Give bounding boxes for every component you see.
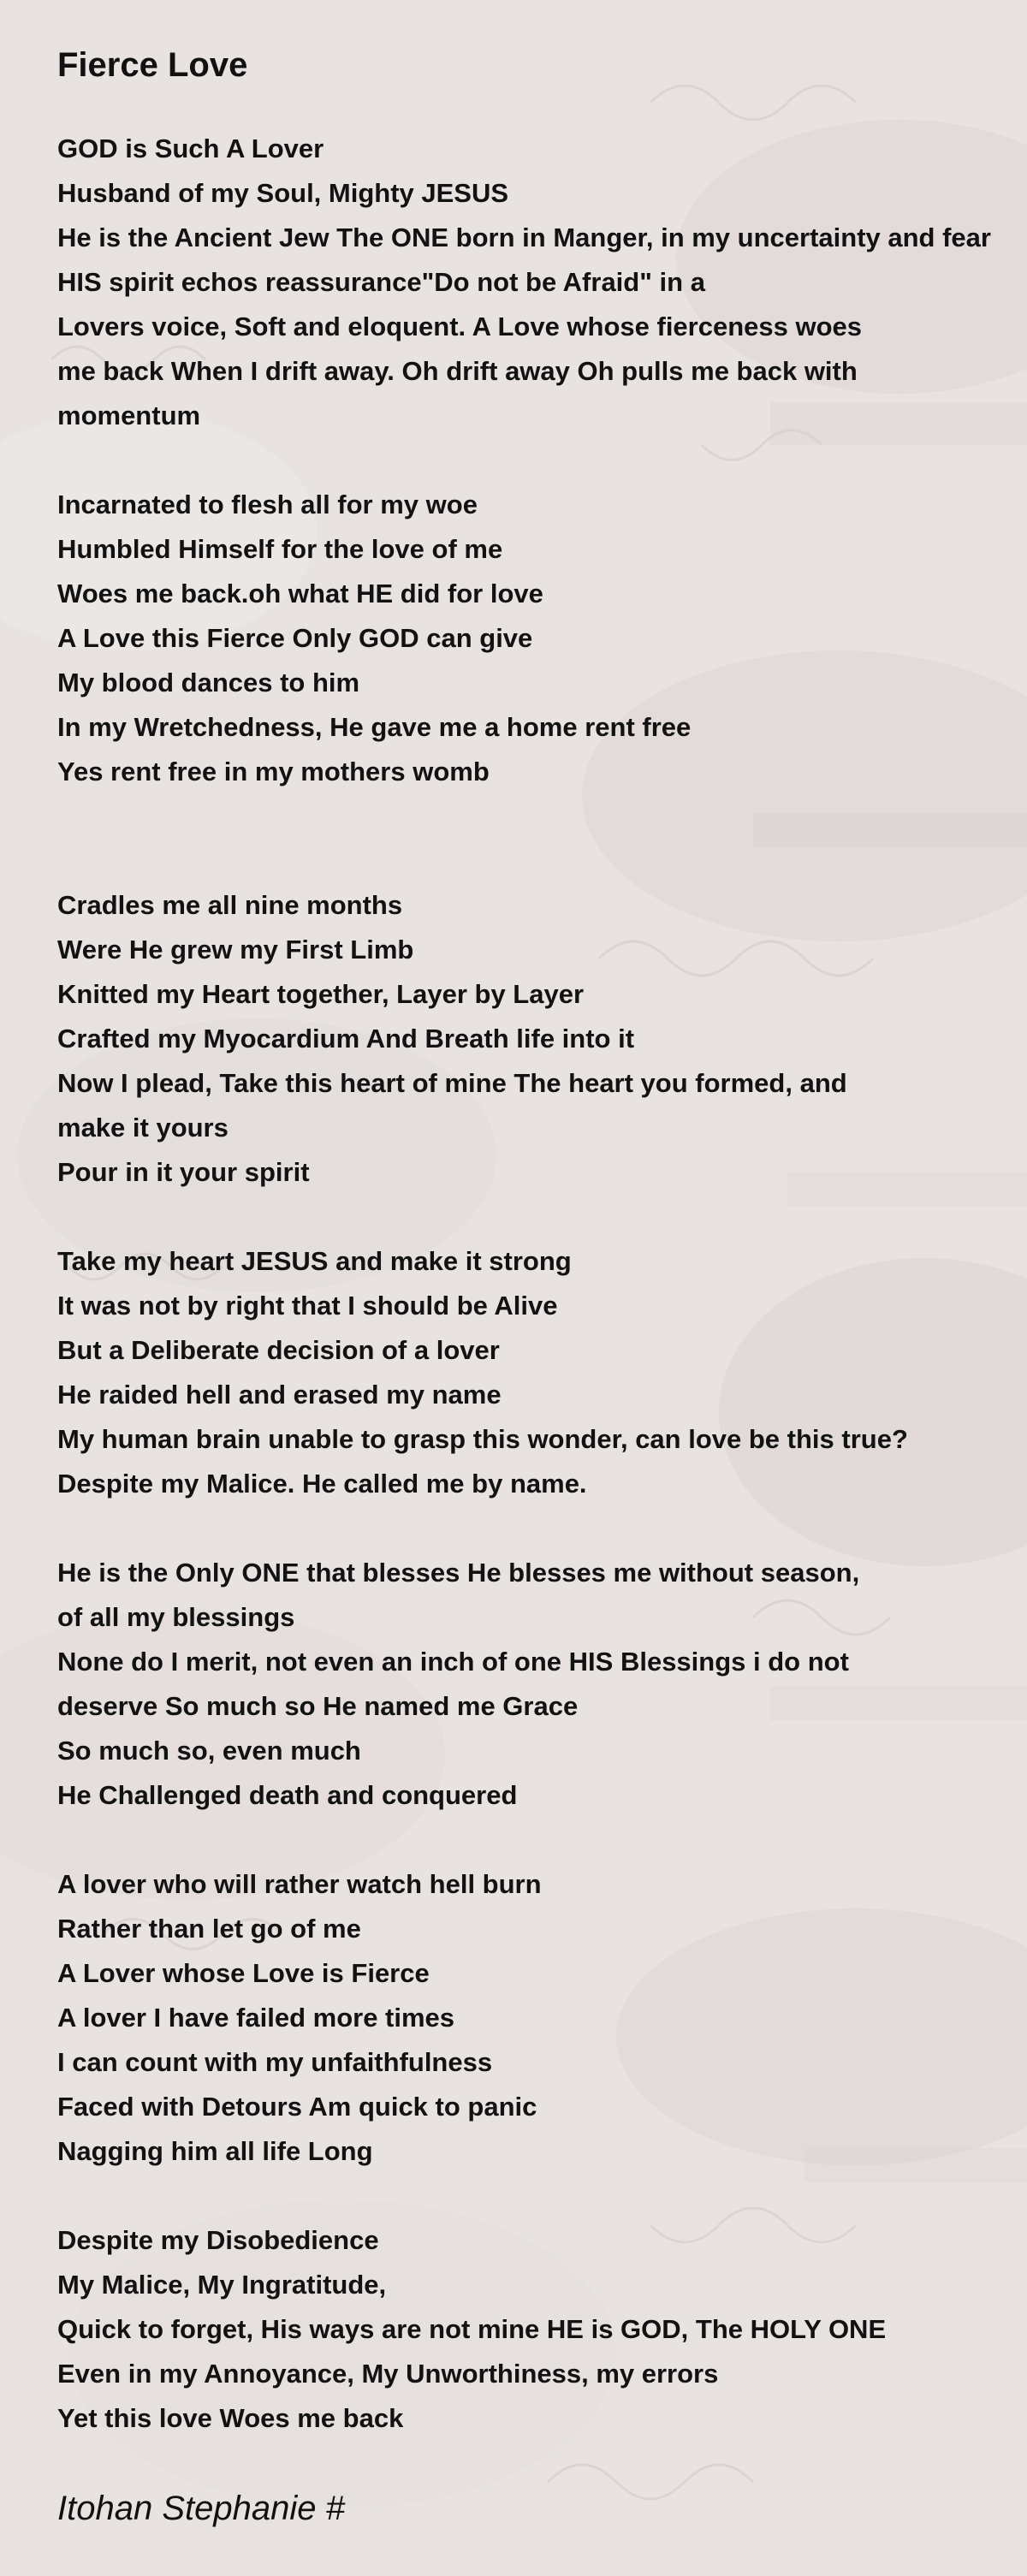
stanza-break [57, 1506, 1027, 1551]
poem-line: Yes rent free in my mothers womb [57, 757, 490, 786]
poem-line: of all my blessings [57, 1602, 295, 1632]
poem-line: A lover who will rather watch hell burn [57, 1869, 542, 1899]
poem-line: momentum [57, 401, 201, 430]
stanza [57, 1862, 1027, 2174]
stanza [57, 883, 1027, 1195]
poem-title: Fierce Love [57, 46, 248, 84]
poem-line: Faced with Detours Am quick to panic [57, 2092, 537, 2122]
poem-line: A lover I have failed more times [57, 2003, 455, 2033]
poem-line: In my Wretchedness, He gave me a home rent free [57, 712, 692, 742]
poem-line: He Challenged death and conquered [57, 1780, 518, 1810]
stanza [57, 127, 1027, 438]
poem-line: So much so, even much [57, 1736, 361, 1766]
poem-line: Take my heart JESUS and make it strong [57, 1246, 572, 1276]
poem-line: Quick to forget, His ways are not mine HE is GOD, The HOLY ONE [57, 2314, 887, 2344]
poem-line: But a Deliberate decision of a lover [57, 1335, 500, 1365]
poem-line: make it yours [57, 1113, 229, 1143]
poem-line: me back When I drift away. Oh drift away Oh pulls me back with [57, 356, 858, 386]
stanza-break [57, 1195, 1027, 1239]
poem-line: Humbled Himself for the love of me [57, 534, 503, 564]
poem-line: GOD is Such A Lover [57, 134, 324, 163]
stanza-break [57, 1818, 1027, 1862]
poem-line: Knitted my Heart together, Layer by Layer [57, 979, 585, 1009]
poem-line: Nagging him all life Long [57, 2136, 373, 2166]
poem-line: Husband of my Soul, Mighty JESUS [57, 178, 509, 208]
poem-line: He is the Only ONE that blesses He blesses me without season, [57, 1558, 860, 1588]
poem-line: Incarnated to flesh all for my woe [57, 490, 478, 519]
poem-line: Cradles me all nine months [57, 890, 403, 920]
poem-line: I can count with my unfaithfulness [57, 2047, 493, 2077]
poem-line: It was not by right that I should be Alive [57, 1291, 558, 1321]
poem-line: Despite my Malice. He called me by name. [57, 1469, 587, 1499]
poem-body [57, 127, 1027, 2441]
poem-line: Rather than let go of me [57, 1914, 361, 1944]
stanza [57, 483, 1027, 794]
poem-line: Despite my Disobedience [57, 2225, 379, 2255]
stanza [57, 1239, 1027, 1506]
poem-line: Lovers voice, Soft and eloquent. A Love whose fierceness woes [57, 312, 863, 341]
poem-line: My blood dances to him [57, 668, 360, 697]
stanza-break [57, 794, 1027, 839]
stanza-break [57, 839, 1027, 883]
poem-line: None do I merit, not even an inch of one HIS Blessings i do not [57, 1647, 849, 1677]
poem-line: Now I plead, Take this heart of mine The heart you formed, and [57, 1068, 847, 1098]
stanza-break [57, 2174, 1027, 2218]
stanza [57, 1551, 1027, 1818]
poem-line: Were He grew my First Limb [57, 935, 414, 965]
poem-line: He raided hell and erased my name [57, 1380, 502, 1410]
poem-line: A Love this Fierce Only GOD can give [57, 623, 533, 653]
poem-line: My human brain unable to grasp this wonder, can love be this true? [57, 1424, 908, 1454]
stanza-break [57, 438, 1027, 483]
poem-line: A Lover whose Love is Fierce [57, 1958, 430, 1988]
poem-line: Yet this love Woes me back [57, 2403, 404, 2433]
poem-line: Pour in it your spirit [57, 1157, 310, 1187]
poem-line: Crafted my Myocardium And Breath life into it [57, 1024, 635, 1054]
poem-line: Woes me back.oh what HE did for love [57, 579, 543, 608]
poem-line: He is the Ancient Jew The ONE born in Manger, in my uncertainty and fear [57, 223, 991, 252]
poem-line: Even in my Annoyance, My Unworthiness, my errors [57, 2359, 719, 2389]
poem-line: deserve So much so He named me Grace [57, 1691, 579, 1721]
poem-line: HIS spirit echos reassurance"Do not be Afraid" in a [57, 267, 705, 297]
stanza [57, 2218, 1027, 2441]
poem-author: Itohan Stephanie # [57, 2490, 345, 2527]
poem-line: My Malice, My Ingratitude, [57, 2270, 387, 2300]
